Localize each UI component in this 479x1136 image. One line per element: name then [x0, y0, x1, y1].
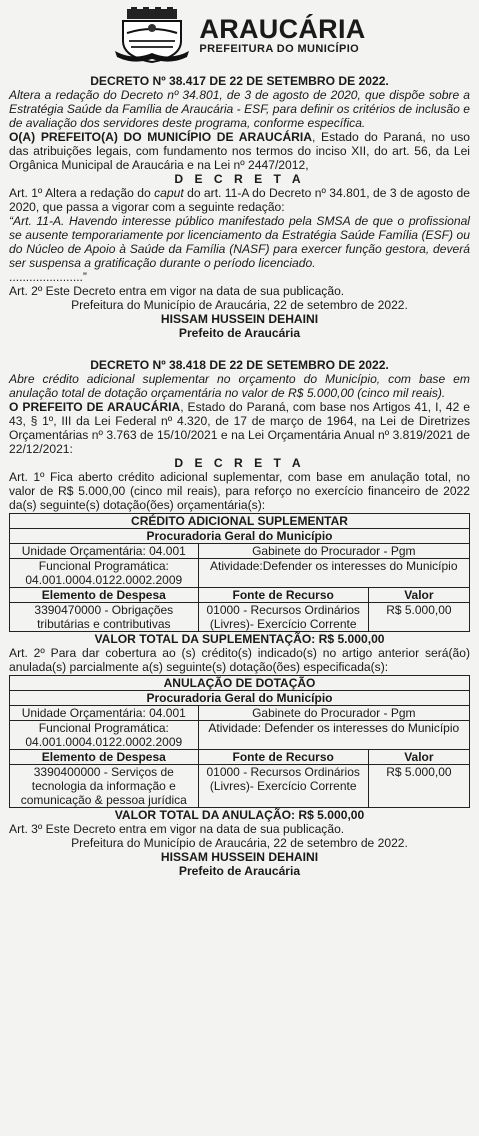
- decree-1-art1-b: do art. 11-A do Decreto nº 34.801, de 3 de agosto de 2020, que passa a vigorar com a seguinte redação:: [9, 186, 470, 214]
- decree-1-art1-a: Art. 1º Altera a redação do: [9, 186, 155, 200]
- anu-header-source: Fonte de Recurso: [198, 750, 368, 765]
- anu-uo-label: Unidade Orçamentária: 04.001: [10, 706, 199, 721]
- sup-total: VALOR TOTAL DA SUPLEMENTAÇÃO: R$ 5.000,00: [94, 632, 385, 646]
- sup-table-title: CRÉDITO ADICIONAL SUPLEMENTAR: [10, 514, 470, 529]
- anu-cell-element: 3390400000 - Serviços de tecnologia da informação e comunicação & pessoa jurídica: [10, 765, 199, 808]
- decree-1-art1-caput: caput: [154, 186, 184, 200]
- annulment-table: [9, 675, 470, 808]
- decree-1-preamble-bold: O(A) PREFEITO(A) DO MUNICÍPIO DE ARAUCÁRIA: [9, 130, 313, 144]
- decree-1-quote: “Art. 11-A. Havendo interesse público manifestado pela SMSA de que o profissional se ausente temporariamente por licenciamento da Estratégia Saúde Família (ESF) ou do Núcleo de Apoio à Saúde da Família (NASF) para exercer função gestora, deverá ser suspensa a gratificação durante o período licenciado.: [9, 214, 470, 270]
- municipal-seal-icon: [113, 7, 191, 63]
- decree-2-ementa: Abre crédito adicional suplementar no orçamento do Município, com base em anulação total de dotação orçamentária no valor de R$ 5.000,00 (cinco mil reais).: [9, 372, 470, 400]
- decree-2-preamble: [9, 400, 470, 456]
- decree-2-preamble-text: , Estado do Paraná, com base nos Artigos 41, I, 42 e 43, § 1º, III da Lei Federal nº 4.320, de 17 de março de 1964, na Lei de Diretrizes Orçamentárias nº 3.763 de 15/10/2021 e na Lei Orçamentária Anual nº 3.819/2021 de 22/12/2021:: [9, 400, 470, 456]
- decree-2-art2: Art. 2º Para dar cobertura ao (s) crédito(s) indicado(s) no artigo anterior será(ão) anulada(s) parcialmente a(s) seguinte(s) dotação(ões) especificada(s):: [9, 646, 470, 674]
- sup-cell-element: 3390470000 - Obrigações tributárias e contributivas: [10, 603, 199, 632]
- decree-2-signer: HISSAM HUSSEIN DEHAINI: [160, 850, 319, 864]
- sup-header-element: Elemento de Despesa: [10, 588, 199, 603]
- brand-subtitle: PREFEITURA DO MUNICÍPIO: [199, 42, 360, 55]
- anu-header-element: Elemento de Despesa: [10, 750, 199, 765]
- decree-separator: [9, 340, 470, 358]
- decree-1-decreta: D E C R E T A: [174, 172, 305, 186]
- anu-uo-value: Gabinete do Procurador - Pgm: [198, 706, 469, 721]
- decree-1-place-date: Prefeitura do Município de Araucária, 22 de setembro de 2022.: [71, 298, 408, 312]
- sup-cell-value: R$ 5.000,00: [368, 603, 469, 632]
- decree-2-decreta: D E C R E T A: [174, 456, 305, 470]
- anu-fp-label: Funcional Programática: 04.001.0004.0122.0002.2009: [10, 721, 199, 750]
- decree-2-role: Prefeito de Araucária: [178, 864, 301, 878]
- decree-1-art1: [9, 186, 470, 214]
- decree-1-title: DECRETO Nº 38.417 DE 22 DE SETEMBRO DE 2022.: [90, 74, 389, 88]
- sup-uo-label: Unidade Orçamentária: 04.001: [10, 544, 199, 559]
- decree-1-preamble-text: , Estado do Paraná, no uso das atribuições legais, com fundamento nos termos do inciso XII, do art. 56, da Lei Orgânica Municipal de Araucária e na Lei nº 2447/2012,: [9, 130, 471, 172]
- decree-2-title: DECRETO Nº 38.418 DE 22 DE SETEMBRO DE 2022.: [90, 358, 389, 372]
- decree-1-preamble: [9, 130, 470, 172]
- decree-2-place-date: Prefeitura do Município de Araucária, 22 de setembro de 2022.: [71, 836, 408, 850]
- masthead: [9, 0, 470, 62]
- sup-cell-source: 01000 - Recursos Ordinários (Livres)- Exercício Corrente: [198, 603, 368, 632]
- anu-total: VALOR TOTAL DA ANULAÇÃO: R$ 5.000,00: [114, 808, 365, 822]
- decree-2-art3: Art. 3º Este Decreto entra em vigor na data de sua publicação.: [9, 822, 345, 836]
- sup-header-source: Fonte de Recurso: [198, 588, 368, 603]
- decree-1-art2: Art. 2º Este Decreto entra em vigor na data de sua publicação.: [9, 284, 345, 298]
- decree-1-signer: HISSAM HUSSEIN DEHAINI: [160, 312, 319, 326]
- anu-fp-value: Atividade: Defender os interesses do Município: [198, 721, 469, 750]
- decree-2-art1: Art. 1º Fica aberto crédito adicional suplementar, com base em anulação total, no valor de R$ 5.000,00 (cinco mil reais), para reforço no exercício financeiro de 2022 da(s) seguinte(s) dotação(ões) orçamentária(s):: [9, 470, 470, 512]
- sup-header-value: Valor: [368, 588, 469, 603]
- sup-table-org: Procuradoria Geral do Município: [10, 529, 470, 544]
- supplementary-credit-table: [9, 513, 470, 632]
- decree-2-preamble-bold: O PREFEITO DE ARAUCÁRIA: [9, 400, 181, 414]
- anu-header-value: Valor: [368, 750, 469, 765]
- sup-fp-label: Funcional Programática: 04.001.0004.0122.0002.2009: [10, 559, 199, 588]
- anu-table-org: Procuradoria Geral do Município: [10, 691, 470, 706]
- anu-cell-source: 01000 - Recursos Ordinários (Livres)- Exercício Corrente: [198, 765, 368, 808]
- brand-name: ARAUCÁRIA: [199, 13, 366, 44]
- anu-table-title: ANULAÇÃO DE DOTAÇÃO: [10, 676, 470, 691]
- decree-1-dots: ......................”: [9, 270, 87, 284]
- decree-1-role: Prefeito de Araucária: [178, 326, 301, 340]
- sup-fp-value: Atividade:Defender os interesses do Município: [198, 559, 469, 588]
- sup-uo-value: Gabinete do Procurador - Pgm: [198, 544, 469, 559]
- decree-1-ementa: Altera a redação do Decreto nº 34.801, de 3 de agosto de 2020, que dispõe sobre a Estratégia Saúde da Família de Araucária - ESF, para definir os critérios de inclusão e de avaliação dos servidores deste programa, conforme específica.: [9, 88, 470, 130]
- anu-cell-value: R$ 5.000,00: [368, 765, 469, 808]
